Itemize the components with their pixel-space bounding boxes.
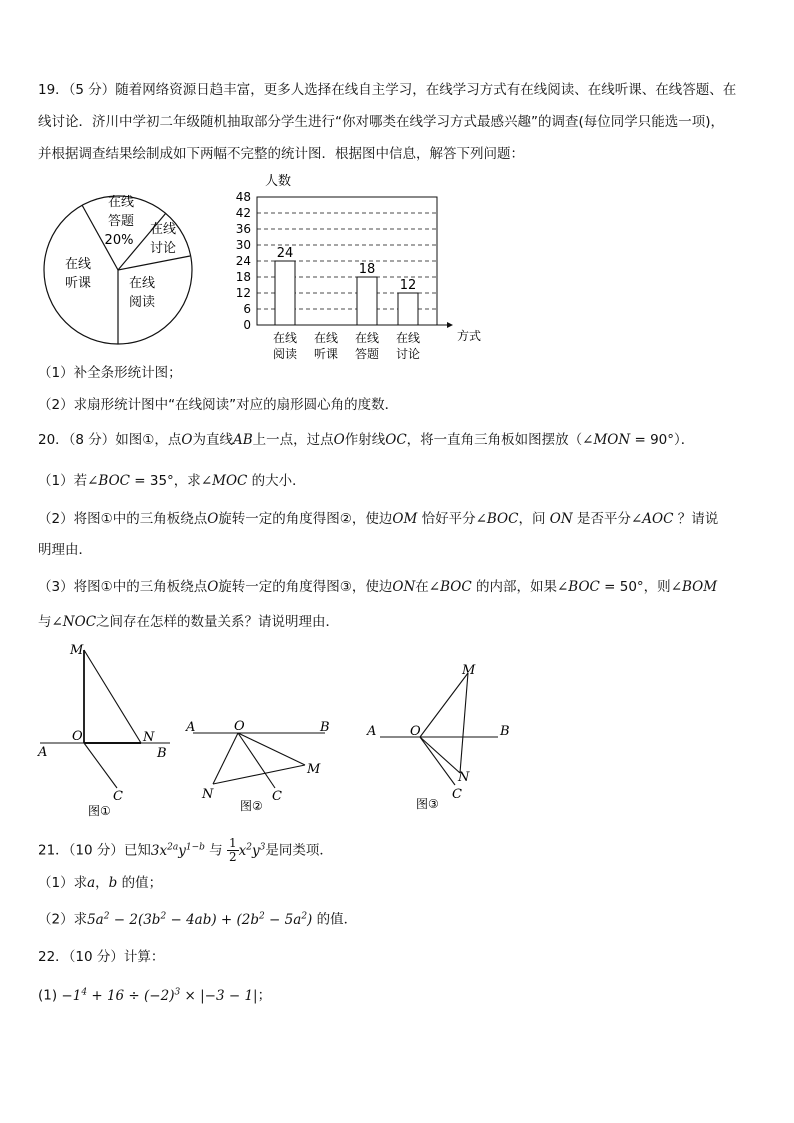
q21-sub2-tail: 的值． [316,911,358,928]
svg-text:N: N [202,787,214,802]
svg-text:O: O [410,724,421,739]
fig3-caption: 图③ [416,797,439,811]
geometry-figures [30,640,530,820]
svg-text:B: B [320,720,330,735]
fig2-caption: 图② [240,799,263,813]
q20-sub2-text: （2）将图①中的三角板绕点 [38,511,208,527]
x-tick-label: 在线 [395,331,421,345]
q20-sub1: （1）若∠BOC = 35°，求∠MOC 的大小． [38,473,306,489]
svg-text:A: A [186,720,196,735]
pie-label-read-1: 在线 [128,276,156,291]
svg-text:B: B [157,746,167,761]
svg-text:N: N [143,730,155,745]
q19-line1: 19．（5 分）随着网络资源日趋丰富，更多人选择在线自主学习，在线学习方式有在线阅读、在线听课、在线答题、在 [38,82,737,98]
x-tick-label: 在线 [272,331,298,345]
y-tick-label: 6 [243,302,251,316]
y-tick-label: 0 [243,318,251,332]
q20-head: 20．（8 分）如图①，点O为直线AB上一点，过点O作射线OC，将一直角三角板如图摆放（∠MON = 90°）． [38,432,695,448]
q21-head: 21．（10 分）已知$3x^{2a}y^{1-b}$ 与 $\frac{1}{2}$ $x^2y^3$是同类项． [38,836,333,864]
y-tick-label: 24 [235,254,251,268]
q20-head-text: 20．（8 分）如图①，点 [38,432,182,448]
x-tick-label: 讨论 [395,347,421,360]
q19-sub1: （1）补全条形统计图； [38,365,182,381]
q20-sub3-text: （3）将图①中的三角板绕点 [38,579,208,595]
q21-head-tail: 是同类项． [265,842,333,859]
svg-text:C: C [452,787,462,802]
bar-value-label: 24 [276,246,294,261]
pie-label-discuss-2: 讨论 [149,241,177,256]
q21-head-text: 21．（10 分）已知 [38,842,151,859]
pie-label-answer-pct: 20% [104,233,134,248]
bar [398,293,418,325]
q20-sub2: （2）将图①中的三角板绕点O旋转一定的角度得图②，使边OM 恰好平分∠BOC，问 ON 是否平分∠AOC ？请说 [38,511,719,527]
q22-sub1: $(1) -1^4 + 16 \div (-2)^3 \times |-3 - 1|$； [38,987,272,1004]
y-tick-label: 18 [235,270,251,284]
svg-text:M: M [307,762,321,777]
y-tick-label: 48 [235,190,251,204]
y-tick-label: 36 [235,222,251,236]
q22-head: 22．（10 分）计算： [38,949,165,965]
bar [275,261,295,325]
q21-sub1-text: （1）求 [38,875,88,891]
svg-text:B: B [500,724,510,739]
q22-sub1-text: (1) [38,987,58,1004]
bar-value-label: 18 [358,262,376,277]
svg-text:C: C [113,789,123,804]
svg-text:A: A [367,724,377,739]
pie-label-answer-1: 在线 [107,195,135,210]
y-tick-label: 12 [235,286,251,300]
x-tick-label: 在线 [354,331,380,345]
bar-value-label: 12 [399,278,417,293]
x-tick-label: 阅读 [272,347,298,360]
svg-text:M: M [462,663,476,678]
svg-text:N: N [458,770,470,785]
svg-text:M: M [70,643,84,658]
x-tick-label: 在线 [313,331,339,345]
q19-sub2: （2）求扇形统计图中“在线阅读”对应的扇形圆心角的度数． [38,397,399,413]
svg-text:C: C [272,789,282,804]
pie-chart [38,190,198,350]
q20-sub1-text: （1）若 [38,473,88,489]
q19-line2: 线讨论．济川中学初二年级随机抽取部分学生进行“你对哪类在线学习方式最感兴趣”的调查(每位同学只能选一项)， [38,114,725,130]
svg-text:O: O [234,719,245,734]
y-axis-label: 人数 [265,174,292,189]
y-tick-label: 42 [235,206,251,220]
pie-label-discuss-1: 在线 [149,222,177,237]
pie-label-answer-2: 答题 [107,214,135,229]
x-axis-label: 方式 [457,329,482,343]
pie-label-listen-2: 听课 [64,276,92,291]
fig1-caption: 图① [88,804,111,818]
pie-label-read-2: 阅读 [128,295,156,310]
q19-line3: 并根据调查结果绘制成如下两幅不完整的统计图．根据图中信息，解答下列问题： [38,146,524,162]
pie-label-listen-1: 在线 [64,257,92,272]
svg-text:A: A [38,745,48,760]
x-tick-label: 答题 [354,347,380,360]
bar-chart [225,168,495,360]
q21-sub2-text: （2）求 [38,911,88,928]
x-tick-label: 听课 [313,347,339,360]
q20-sub3: （3）将图①中的三角板绕点O旋转一定的角度得图③，使边ON在∠BOC 的内部，如果∠BOC = 50°，则∠BOM [38,579,718,595]
svg-text:O: O [72,729,83,744]
q20-sub3-cont: 与∠NOC之间存在怎样的数量关系？请说明理由． [38,614,340,630]
q21-sub1-tail: 的值； [121,875,163,891]
bar [357,277,377,325]
q21-sub2: （2）求$5a^2 - 2(3b^2 - 4ab) + (2b^2 - 5a^2)$ 的值． [38,911,358,928]
y-tick-label: 30 [235,238,251,252]
q21-sub1: （1）求a，b 的值； [38,875,163,891]
x-axis-arrow [447,322,453,328]
q20-sub2-cont: 明理由． [38,542,92,558]
